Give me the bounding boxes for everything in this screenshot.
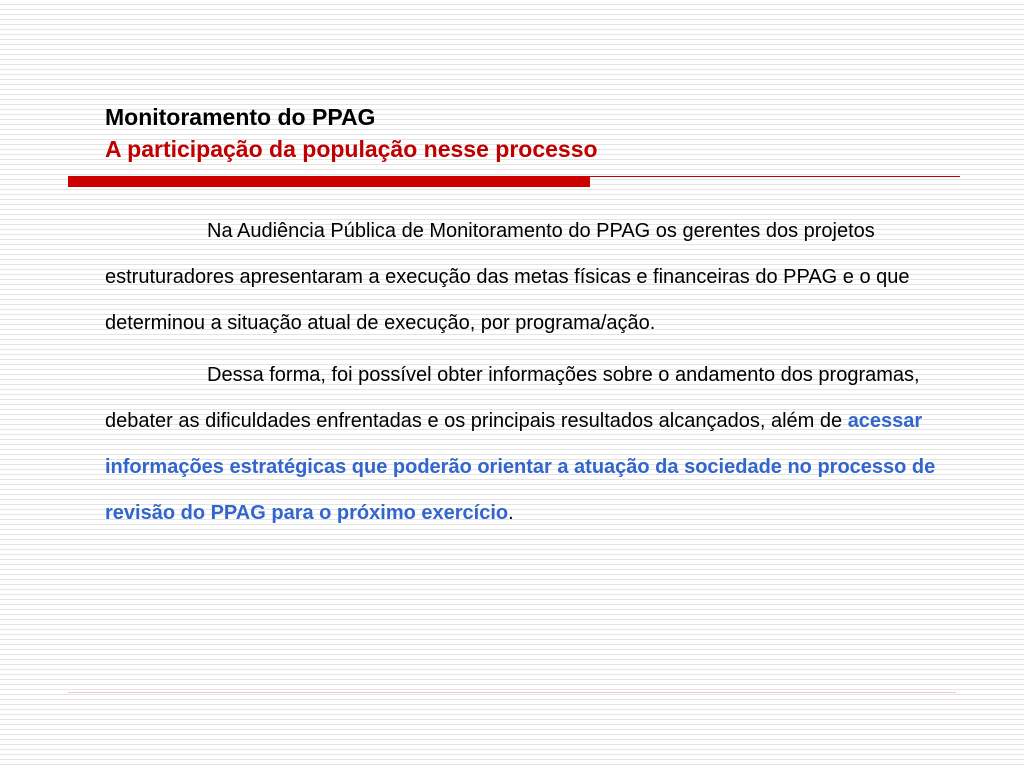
slide-subtitle: A participação da população nesse processo [105,136,598,162]
paragraph-audiencia: Na Audiência Pública de Monitoramento do PPAG os gerentes dos projetos estruturadores apresentaram a execução das metas físicas e financeiras do PPAG e o que determinou a situação atual de execução, por programa/ação. [105,220,910,334]
footer-divider-line [68,692,956,693]
slide-header [105,101,985,165]
paragraph-end-period: . [508,502,514,524]
paragraph-resultados-text: Dessa forma, foi possível obter informações sobre o andamento dos programas, debater as dificuldades enfrentadas e os principais resultados alcançados, além de [105,364,920,432]
slide-body [105,208,955,542]
title-accent-bar [68,176,590,187]
title-divider-line [590,176,960,177]
paragraph-resultados [105,352,955,536]
highlighted-text: acessar informações estratégicas que poderão orientar a atuação da sociedade no processo de revisão do PPAG para o próximo exercício [105,410,936,524]
slide-title: Monitoramento do PPAG [105,104,376,130]
